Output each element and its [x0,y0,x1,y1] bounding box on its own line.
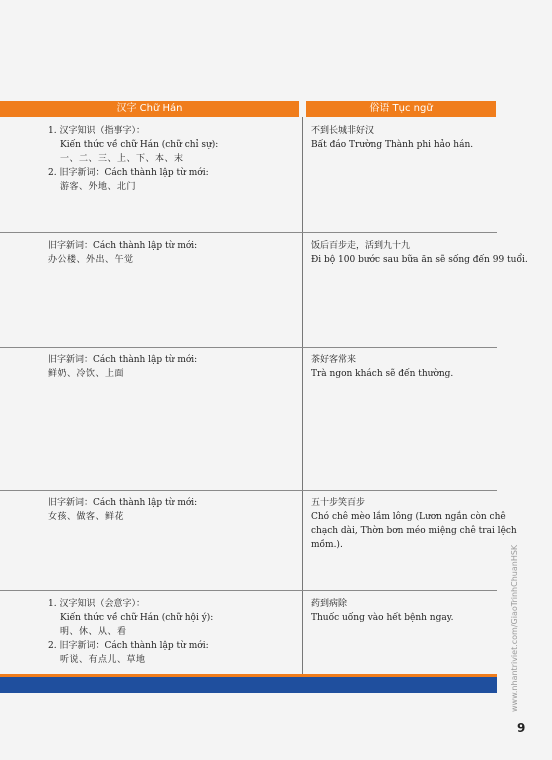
row-divider [0,347,497,348]
proverb-cell [311,496,517,552]
proverb-translation: Thuốc uống vào hết bệnh ngay. [311,613,454,623]
cell-line: 1. 汉字知识（会意字）： [48,599,145,609]
chinese-character-cell [48,353,293,381]
cell-line: 旧字新词：Cách thành lập từ mới: [48,498,198,508]
cell-line: 办公楼、外出、午觉 [48,255,134,265]
cell-line: Kiến thức về chữ Hán (chữ hội ý): [60,613,214,623]
row-divider [0,232,497,233]
cell-line: 旧字新词：Cách thành lập từ mới: [48,241,198,251]
cell-line: 2. 旧字新词：Cách thành lập từ mới: [48,168,209,178]
cell-line: 听说、有点儿、草地 [60,655,146,665]
proverb-cell [311,597,491,625]
proverb-translation: Đi bộ 100 bước sau bữa ăn sẽ sống đến 99 tuổi. [311,255,528,265]
cell-line: 旧字新词：Cách thành lập từ mới: [48,355,198,365]
proverb-chinese: 饭后百步走，活到九十九 [311,241,411,251]
proverb-chinese: 不到长城非好汉 [311,126,375,136]
proverb-translation: Chó chê mèo lắm lông (Lươn ngắn còn chê [311,512,506,522]
row-divider [0,490,497,491]
cell-line: 游客、外地、北门 [60,182,137,192]
cell-line: Kiến thức về chữ Hán (chữ chỉ sự): [60,140,219,150]
cell-line: 1. 汉字知识（指事字）： [48,126,145,136]
page-number: 9 [517,721,526,735]
chinese-character-cell [48,597,293,667]
row-divider [0,590,497,591]
proverb-translation: Trà ngon khách sẽ đến thường. [311,369,454,379]
cell-line: 鲜奶、冷饮、上面 [48,369,125,379]
chinese-character-cell [48,496,293,524]
proverb-translation: mồm.). [311,540,343,550]
proverb-translation: Bất đáo Trường Thành phi hảo hán. [311,140,474,150]
cell-line: 女孩、做客、鲜花 [48,512,125,522]
proverb-translation: chạch dài, Thờn bơn méo miệng chê trai lệch [311,526,517,536]
chinese-character-cell [48,239,293,267]
proverb-cell [311,353,491,381]
footer-blue-band [0,677,497,693]
proverb-chinese: 药到病除 [311,599,348,609]
proverb-cell [311,124,491,152]
proverb-chinese: 茶好客常来 [311,355,357,365]
cell-line: 一、二、三、上、下、本、末 [60,154,184,164]
proverb-cell [311,239,528,267]
cell-line: 2. 旧字新词：Cách thành lập từ mới: [48,641,209,651]
chinese-character-cell [48,124,293,194]
header-proverbs: 俗语 Tục ngữ [306,101,496,117]
proverb-chinese: 五十步笑百步 [311,498,366,508]
header-chinese-characters: 汉字 Chữ Hán [0,101,299,117]
side-url-text: www.nhantriviet.com/GiaoTrinhChuanHSK [510,544,519,712]
cell-line: 明、休、从、看 [60,627,127,637]
